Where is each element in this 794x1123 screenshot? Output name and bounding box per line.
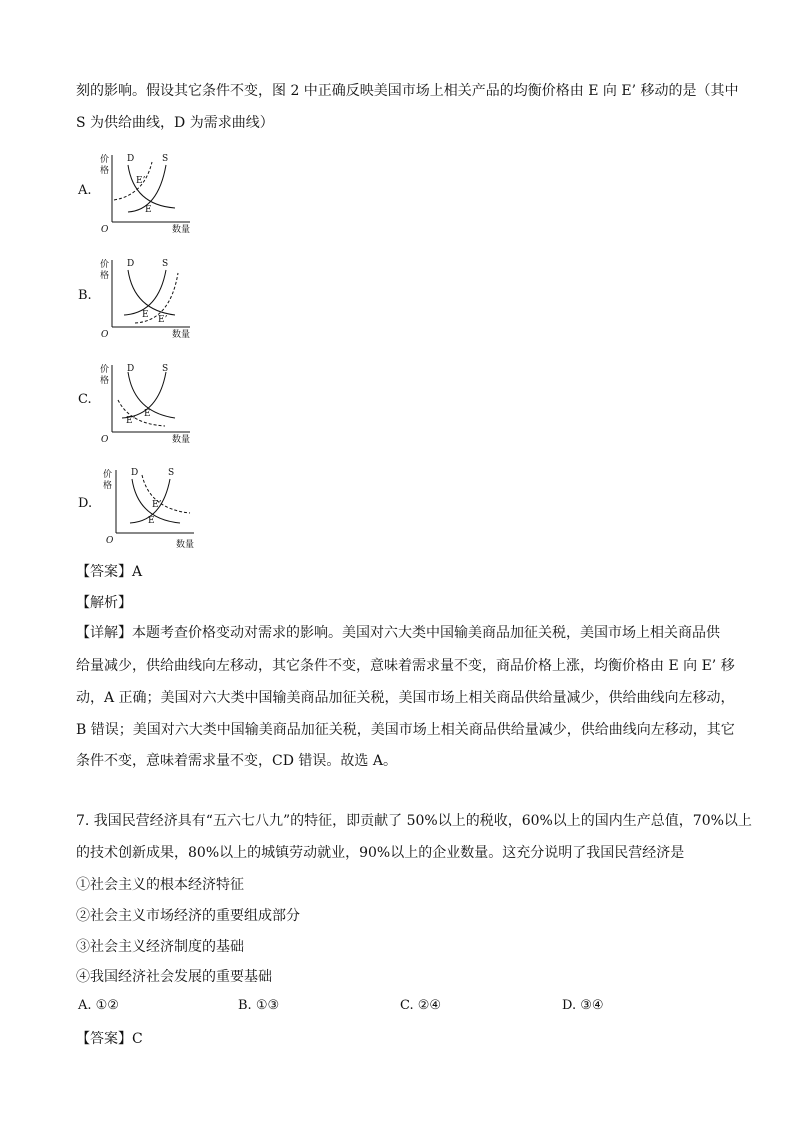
q7-choice-d: D. ③④ bbox=[562, 998, 604, 1013]
equilibrium-e: E bbox=[142, 310, 149, 320]
answer-q7: 【答案】C bbox=[76, 1031, 143, 1047]
option-c-label: C. bbox=[78, 392, 92, 407]
demand-label: D bbox=[127, 154, 135, 164]
q7-statement-4: ④我国经济社会发展的重要基础 bbox=[76, 969, 272, 985]
option-a-label: A. bbox=[78, 183, 92, 198]
price-label-bottom: 格 bbox=[100, 376, 110, 386]
q7-choice-b: B. ①③ bbox=[238, 998, 280, 1013]
analysis-line-4: B 错误；美国对六大类中国输美商品加征关税，美国市场上相关商品供给量减少，供给曲线向左移动，其它 bbox=[76, 722, 735, 738]
equilibrium-e-prime: E’ bbox=[158, 315, 168, 325]
price-label-top: 价 bbox=[100, 260, 110, 270]
q7-statement-3: ③社会主义经济制度的基础 bbox=[76, 939, 244, 955]
option-c-graph bbox=[100, 360, 200, 454]
q7-choice-a: A. ①② bbox=[78, 998, 119, 1013]
price-label-top: 价 bbox=[100, 365, 110, 375]
equilibrium-e: E bbox=[145, 205, 152, 215]
demand-label: D bbox=[131, 468, 139, 478]
analysis-title: 【解析】 bbox=[76, 595, 132, 611]
quantity-label: 数量 bbox=[176, 540, 195, 550]
origin-label: O bbox=[101, 435, 109, 445]
price-label-top: 价 bbox=[100, 155, 110, 165]
equilibrium-e: E bbox=[144, 409, 151, 419]
option-d-graph bbox=[100, 465, 200, 559]
demand-curve bbox=[128, 165, 175, 208]
demand-curve bbox=[128, 270, 175, 315]
quantity-label: 数量 bbox=[172, 435, 191, 445]
origin-label: O bbox=[101, 225, 109, 235]
demand-curve bbox=[128, 372, 175, 418]
option-d-label: D. bbox=[78, 496, 93, 511]
analysis-line-5: 条件不变，意味着需求量不变，CD 错误。故选 A。 bbox=[76, 753, 397, 769]
equilibrium-e-prime: E’ bbox=[126, 416, 136, 426]
q7-statement-1: ①社会主义的根本经济特征 bbox=[76, 877, 244, 893]
origin-label: O bbox=[101, 330, 109, 340]
shifted-supply-curve bbox=[114, 162, 152, 200]
intro-line-1: 刻的影响。假设其它条件不变，图 2 中正确反映美国市场上相关产品的均衡价格由 E 向 E’ 移动的是（其中 bbox=[76, 83, 739, 99]
price-label-bottom: 格 bbox=[100, 271, 110, 281]
option-b-label: B. bbox=[78, 288, 92, 303]
intro-line-2: S 为供给曲线，D 为需求曲线） bbox=[76, 115, 274, 131]
price-label-top: 价 bbox=[103, 470, 113, 480]
equilibrium-e-prime: E’ bbox=[152, 500, 162, 510]
demand-label: D bbox=[127, 364, 135, 374]
quantity-label: 数量 bbox=[172, 225, 191, 235]
option-a-graph bbox=[100, 150, 200, 244]
equilibrium-e: E bbox=[148, 516, 155, 526]
analysis-line-1: 【详解】本题考查价格变动对需求的影响。美国对六大类中国输美商品加征关税，美国市场上相关商品供 bbox=[76, 625, 720, 641]
answer-q6: 【答案】A bbox=[76, 564, 143, 580]
q7-statement-2: ②社会主义市场经济的重要组成部分 bbox=[76, 908, 300, 924]
equilibrium-e-prime: E’ bbox=[136, 176, 146, 186]
q7-line-1: 7. 我国民营经济具有“五六七八九”的特征，即贡献了 50%以上的税收，60%以上的国内生产总值，70%以上 bbox=[76, 813, 752, 829]
supply-label: S bbox=[162, 259, 169, 269]
quantity-label: 数量 bbox=[172, 330, 191, 340]
price-label-bottom: 格 bbox=[100, 166, 110, 176]
analysis-line-2: 给量减少，供给曲线向左移动，其它条件不变，意味着需求量不变，商品价格上涨，均衡价格由 E 向 E’ 移 bbox=[76, 658, 735, 674]
q7-choice-c: C. ②④ bbox=[400, 998, 442, 1013]
origin-label: O bbox=[106, 536, 114, 546]
analysis-line-3: 动，A 正确；美国对六大类中国输美商品加征关税，美国市场上相关商品供给量减少，供给曲线向左移动， bbox=[76, 690, 735, 706]
demand-label: D bbox=[127, 259, 135, 269]
option-b-graph bbox=[100, 255, 200, 349]
supply-label: S bbox=[162, 364, 169, 374]
supply-curve bbox=[124, 270, 166, 315]
q7-line-2: 的技术创新成果，80%以上的城镇劳动就业，90%以上的企业数量。这充分说明了我国民营经济是 bbox=[76, 845, 685, 861]
supply-label: S bbox=[168, 468, 175, 478]
price-label-bottom: 格 bbox=[103, 481, 113, 491]
supply-label: S bbox=[162, 154, 169, 164]
